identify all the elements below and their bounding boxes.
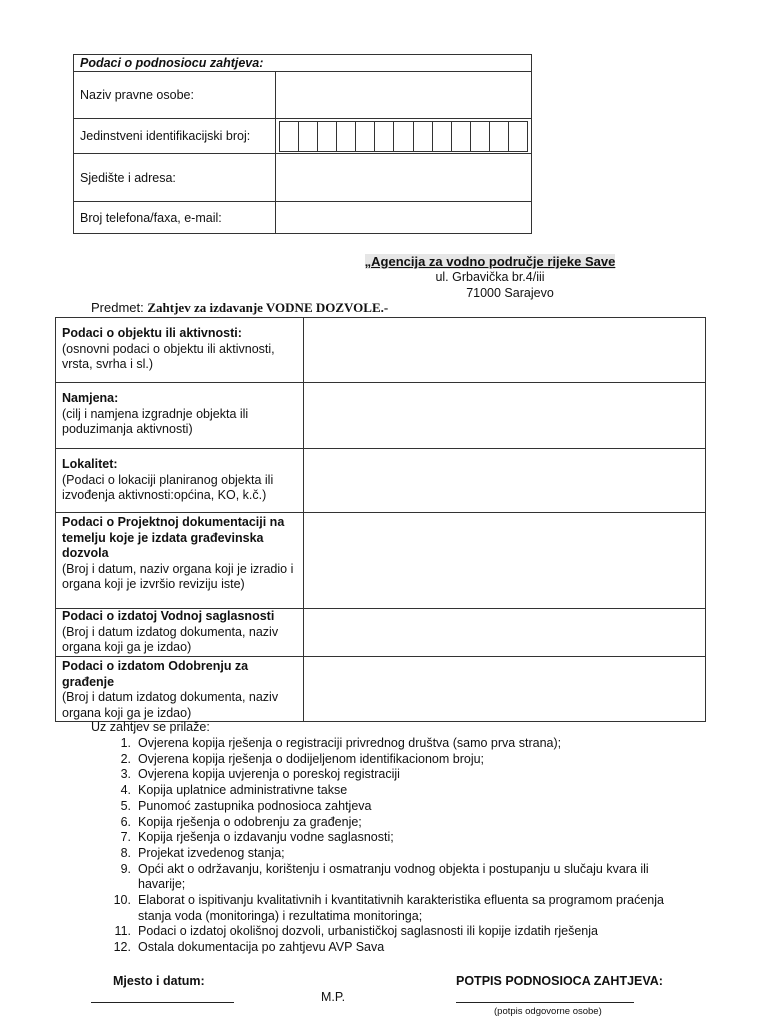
object-row-title: Podaci o izdatoj Vodnoj saglasnosti	[62, 609, 275, 623]
contact-label: Broj telefona/faxa, e-mail:	[74, 202, 276, 234]
agency-address: ul. Grbavička br.4/iii	[435, 270, 545, 284]
signature-line[interactable]	[456, 1002, 634, 1003]
id-number-label: Jedinstveni identifikacijski broj:	[74, 119, 276, 154]
location-field[interactable]	[304, 449, 706, 513]
object-row-desc: (Broj i datum izdatog dokumenta, naziv organa koji ga je izdao)	[62, 624, 279, 654]
address-field[interactable]	[276, 154, 532, 202]
list-item: 6. Kopija rješenja o odobrenju za građenje;	[120, 814, 362, 829]
recipient-block	[330, 254, 650, 301]
address-label: Sjedište i adresa:	[74, 154, 276, 202]
building-permit-field[interactable]	[304, 657, 706, 722]
object-row-desc: (osnovni podaci o objektu ili aktivnosti, vrsta, svrha i sl.)	[62, 341, 275, 371]
object-row-label	[56, 513, 304, 609]
id-digit-box[interactable]	[394, 121, 413, 152]
object-row-title: Podaci o Projektnoj dokumentaciji na temelju koje je izdata građevinska dozvola	[62, 515, 285, 560]
purpose-field[interactable]	[304, 383, 706, 449]
id-digit-box[interactable]	[452, 121, 471, 152]
object-row-label	[56, 657, 304, 722]
signature-note: (potpis odgovorne osobe)	[494, 1006, 602, 1017]
list-item: 12. Ostala dokumentacija po zahtjevu AVP Sava	[113, 940, 385, 955]
contact-field[interactable]	[276, 202, 532, 234]
list-item: 9. Opći akt o održavanju, korištenju i osmatranju vodnog objekta i postupanju u slučaju kvara ili havarije;	[120, 861, 649, 892]
company-name-label: Naziv pravne osobe:	[74, 72, 276, 119]
object-row-label	[56, 449, 304, 513]
id-digit-box[interactable]	[279, 121, 299, 152]
list-item: 4. Kopija uplatnice administrativne takse	[120, 783, 348, 798]
object-row-title: Namjena:	[62, 391, 119, 405]
object-row-label	[56, 318, 304, 383]
object-row-title: Podaci o izdatom Odobrenju za građenje	[62, 659, 249, 689]
object-info-field[interactable]	[304, 318, 706, 383]
id-digit-box[interactable]	[299, 121, 318, 152]
subject-prefix: Predmet:	[91, 300, 144, 315]
stamp-placeholder: M.P.	[321, 990, 346, 1004]
object-row-title: Podaci o objektu ili aktivnosti:	[62, 326, 242, 340]
object-table	[55, 317, 706, 722]
id-digit-box[interactable]	[490, 121, 509, 152]
place-date-label: Mjesto i datum:	[113, 974, 205, 988]
object-row-desc: (Broj i datum izdatog dokumenta, naziv organa koji ga je izdao)	[62, 690, 279, 720]
object-row-title: Lokalitet:	[62, 457, 118, 471]
id-digit-box[interactable]	[337, 121, 356, 152]
list-item: 2. Ovjerena kopija rješenja o dodijeljenom identifikacionom broju;	[120, 751, 485, 766]
object-row-label	[56, 383, 304, 449]
agency-name	[330, 254, 650, 269]
agency-city: 71000 Sarajevo	[466, 286, 554, 300]
attachments-intro: Uz zahtjev se prilaže:	[91, 720, 210, 734]
list-item: 8. Projekat izvedenog stanja;	[120, 845, 285, 860]
applicant-header: Podaci o podnosiocu zahtjeva:	[74, 55, 532, 72]
agency-name-text: „Agencija za vodno područje rijeke Save	[364, 254, 616, 269]
id-digit-box[interactable]	[433, 121, 452, 152]
list-item: 10. Elaborat o ispitivanju kvalitativnih i kvantitativnih karakteristika efluenta sa programom praćenja stanja voda (monitoringa) i rezultatima monitoringa;	[113, 893, 664, 923]
list-item: 3. Ovjerena kopija uvjerenja o poreskoj registraciji	[120, 767, 400, 782]
list-item: 7. Kopija rješenja o izdavanju vodne saglasnosti;	[120, 830, 394, 845]
id-digit-box[interactable]	[414, 121, 433, 152]
id-digit-box[interactable]	[318, 121, 337, 152]
object-row-desc: (Broj i datum, naziv organa koji je izradio i organa koji je izvršio reviziju iste)	[62, 561, 294, 591]
object-row-label	[56, 609, 304, 657]
place-date-line[interactable]	[91, 1002, 234, 1003]
id-digit-box[interactable]	[356, 121, 375, 152]
list-item: 1. Ovjerena kopija rješenja o registraciji privrednog društva (samo prva strana);	[120, 736, 562, 750]
object-row-desc: (cilj i namjena izgradnje objekta ili poduzimanja aktivnosti)	[62, 406, 249, 436]
signature-label: POTPIS PODNOSIOCA ZAHTJEVA:	[456, 974, 663, 988]
id-number-field[interactable]	[276, 119, 532, 154]
company-name-field[interactable]	[276, 72, 532, 119]
id-digit-box[interactable]	[471, 121, 490, 152]
object-row-desc: (Podaci o lokaciji planiranog objekta ili izvođenja aktivnosti:općina, KO, k.č.)	[62, 472, 274, 502]
list-item: 5. Punomoć zastupnika podnosioca zahtjeva	[120, 798, 372, 813]
subject-line	[91, 300, 388, 316]
id-digit-box[interactable]	[509, 121, 528, 152]
applicant-table	[73, 54, 532, 234]
list-item: 11. Podaci o izdatoj okolišnoj dozvoli, urbanističkoj saglasnosti ili kopije izdatih rješenja	[114, 924, 598, 939]
subject-text: Zahtjev za izdavanje VODNE DOZVOLE.-	[147, 300, 389, 315]
attachments-list	[108, 736, 688, 956]
id-digit-box[interactable]	[375, 121, 394, 152]
water-consent-field[interactable]	[304, 609, 706, 657]
id-number-grid[interactable]	[279, 121, 528, 152]
project-docs-field[interactable]	[304, 513, 706, 609]
